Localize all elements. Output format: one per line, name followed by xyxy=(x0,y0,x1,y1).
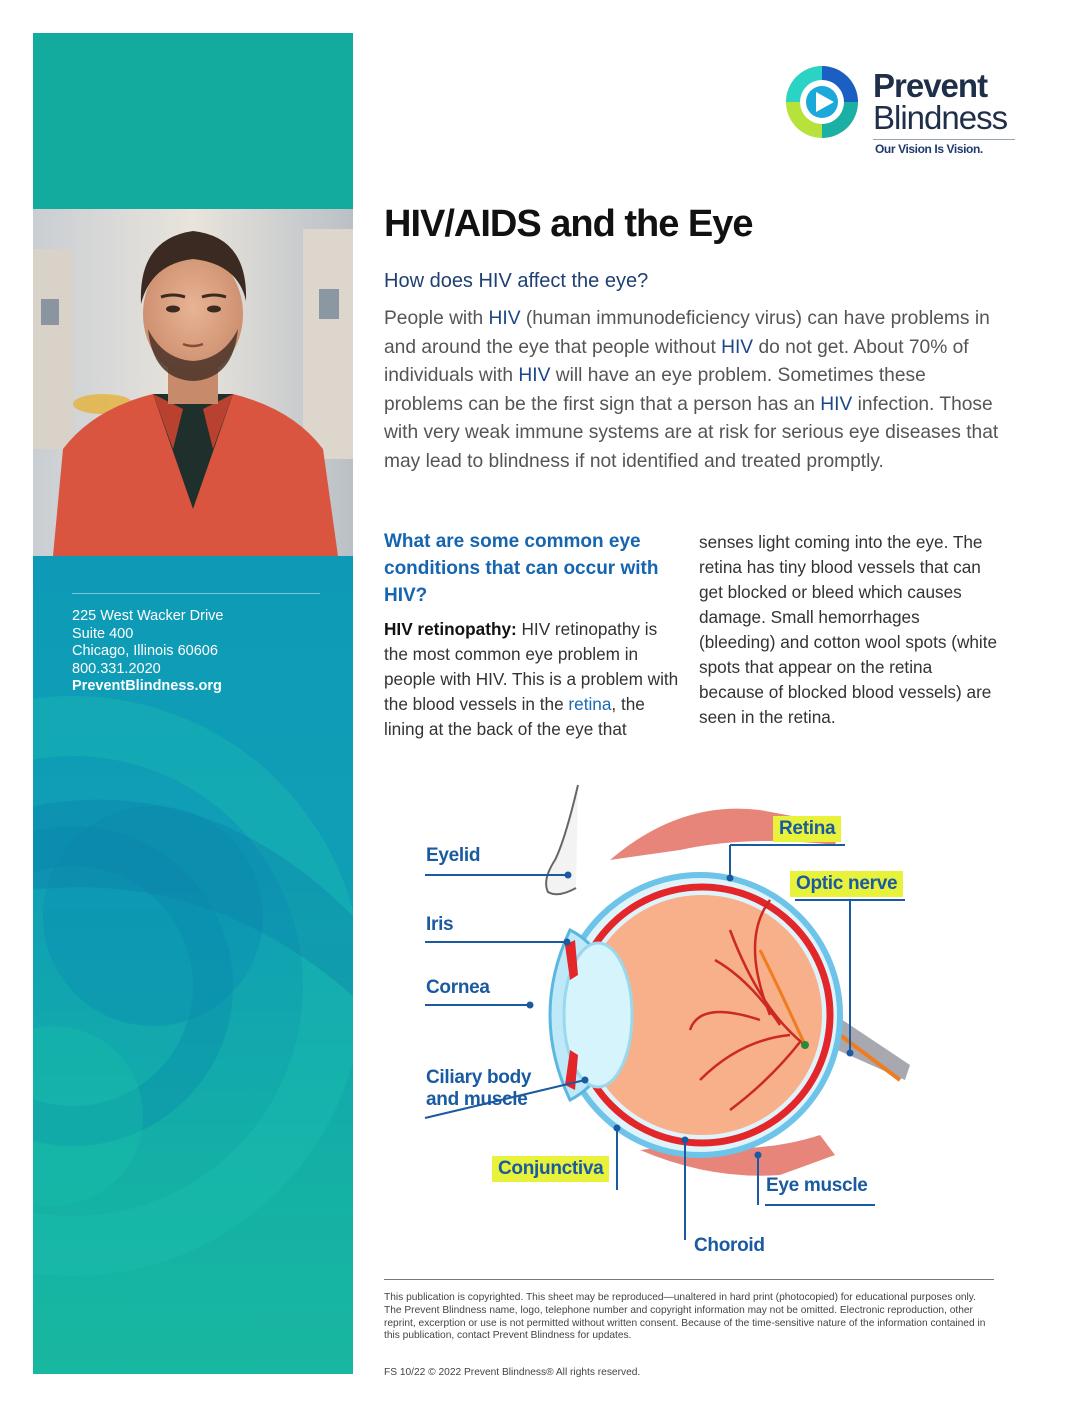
address-street: 225 West Wacker Drive xyxy=(72,608,224,624)
section-heading-how: How does HIV affect the eye? xyxy=(384,270,649,292)
label-eyelid: Eyelid xyxy=(426,845,481,866)
contact-address xyxy=(72,608,332,696)
copyright-notice: This publication is copyrighted. This sheet may be reproduced—unaltered in hard print (photocopied) for educational purposes only. The Prevent Blindness name, logo, telephone number and copyright information may not be omitted. Electronic reproduction, other reprint, excerption or use is not permitted without written consent. Because of the time-sensitive nature of the information contained in this publication, contact Prevent Blindness for updates. xyxy=(384,1292,986,1342)
logo-name-line1: Prevent xyxy=(873,67,988,104)
intro-text-4: will have an eye problem. Sometimes these problems can be the first sign that a person has an xyxy=(384,365,926,415)
hiv-term: HIV xyxy=(488,308,521,329)
label-cornea: Cornea xyxy=(426,977,490,998)
intro-text-3: do not get. About 70% of individuals with xyxy=(384,336,969,387)
label-retina: Retina xyxy=(773,816,841,842)
retinopathy-term: HIV retinopathy: xyxy=(384,619,517,639)
logo-name-line2: Blindness xyxy=(873,99,1008,136)
sidebar-divider xyxy=(72,593,320,594)
intro-text-1: People with xyxy=(384,308,489,329)
phone-number: 800.331.2020 xyxy=(72,660,161,677)
section-heading-conditions: What are some common eye conditions that can occur with HIV? xyxy=(384,531,659,606)
retinopathy-paragraph xyxy=(384,617,684,742)
intro-text-5: infection. Those with very weak immune systems are at risk for serious eye diseases that may lead to blindness if not identified and treated promptly. xyxy=(384,393,999,472)
sidebar-top-band xyxy=(33,33,353,209)
portrait-photo xyxy=(33,209,353,556)
retinopathy-text-2: , the lining at the back of the eye that xyxy=(384,694,645,739)
logo-divider xyxy=(873,139,1015,140)
intro-paragraph xyxy=(384,305,1004,477)
retina-link[interactable]: retina xyxy=(568,694,612,714)
label-ciliary-line1: Ciliary body xyxy=(426,1067,532,1088)
logo-eye-icon xyxy=(782,62,868,148)
website-link[interactable]: PreventBlindness.org xyxy=(72,678,222,695)
hiv-term: HIV xyxy=(518,365,551,387)
publication-code: FS 10/22 © 2022 Prevent Blindness® All rights reserved. xyxy=(384,1367,641,1378)
address-suite: Suite 400 xyxy=(72,625,134,642)
label-conjunctiva: Conjunctiva xyxy=(492,1156,609,1182)
hiv-term: HIV xyxy=(820,393,853,415)
label-optic-nerve: Optic nerve xyxy=(790,871,903,897)
logo-tagline: Our Vision Is Vision. xyxy=(875,142,983,156)
label-ciliary-line2: and muscle xyxy=(426,1089,528,1110)
label-iris: Iris xyxy=(426,914,454,935)
address-city: Chicago, Illinois 60606 xyxy=(72,643,218,660)
label-choroid: Choroid xyxy=(694,1235,765,1256)
page-title: HIV/AIDS and the Eye xyxy=(384,203,753,245)
hiv-term: HIV xyxy=(721,336,754,358)
retinopathy-text-1: HIV retinopathy is the most common eye problem in people with HIV. This is a problem with the blood vessels in the xyxy=(384,619,679,714)
label-eye-muscle: Eye muscle xyxy=(766,1175,868,1196)
intro-text-2: (human immunodeficiency virus) can have problems in and around the eye that people without xyxy=(384,308,990,358)
retinopathy-continued: senses light coming into the eye. The retina has tiny blood vessels that can get blocked or bleed which causes damage. Small hemorrhages (bleeding) and cotton wool spots (white spots that appear on the retina because of blocked blood vessels) are seen in the retina. xyxy=(699,532,998,727)
footer-divider xyxy=(384,1279,994,1280)
